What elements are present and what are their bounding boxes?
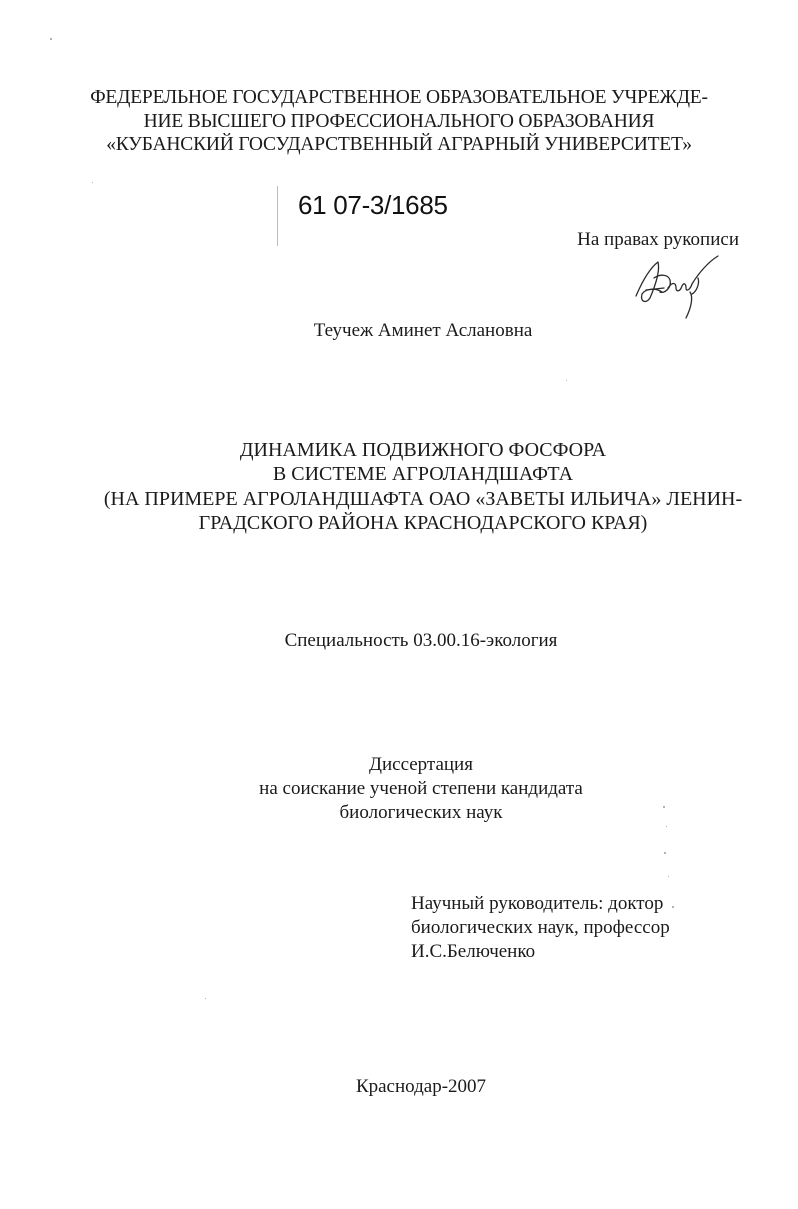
title-line-2: В СИСТЕМЕ АГРОЛАНДШАФТА [272,463,574,485]
scan-speck [205,998,206,999]
author-name: Теучеж Аминет Аслановна [313,320,533,341]
scan-speck [50,38,52,40]
archive-number: 61 07-3/1685 [298,190,448,220]
supervisor-line-2: биологических наук, профессор [411,917,670,938]
scan-speck [664,852,666,854]
supervisor-line-1: Научный руководитель: доктор [411,893,664,914]
scientific-supervisor [411,892,670,964]
city-year: Краснодар-2007 [355,1076,487,1097]
title-line-3: (НА ПРИМЕРЕ АГРОЛАНДШАФТА ОАО «ЗАВЕТЫ ИЛЬИЧА» ЛЕНИН- [103,488,743,510]
scan-speck [566,380,567,381]
degree-line-1: Диссертация [369,754,473,775]
scan-speck [92,182,93,183]
scan-speck [672,906,674,908]
scan-speck [666,826,667,827]
manuscript-rights-note: На правах рукописи [577,229,739,250]
archive-stamp-bar [277,186,278,246]
title-line-4: ГРАДСКОГО РАЙОНА КРАСНОДАРСКОГО КРАЯ) [198,512,648,534]
scan-speck [663,806,665,808]
supervisor-line-3: И.С.Белюченко [411,941,536,962]
degree-line-2: на соискание ученой степени кандидата [259,778,583,799]
institution-line-1: ФЕДЕРЕЛЬНОЕ ГОСУДАРСТВЕННОЕ ОБРАЗОВАТЕЛЬНОЕ УЧРЕЖДЕ- [90,87,708,108]
signature-image [628,248,728,322]
scan-speck [668,876,669,877]
institution-line-2: НИЕ ВЫСШЕГО ПРОФЕССИОНАЛЬНОГО ОБРАЗОВАНИЯ [143,111,655,132]
title-line-1: ДИНАМИКА ПОДВИЖНОГО ФОСФОРА [239,439,607,461]
degree-line-3: биологических наук [339,802,503,823]
institution-line-3: «КУБАНСКИЙ ГОСУДАРСТВЕННЫЙ АГРАРНЫЙ УНИВЕРСИТЕТ» [106,134,692,155]
specialty: Специальность 03.00.16-экология [284,630,558,651]
